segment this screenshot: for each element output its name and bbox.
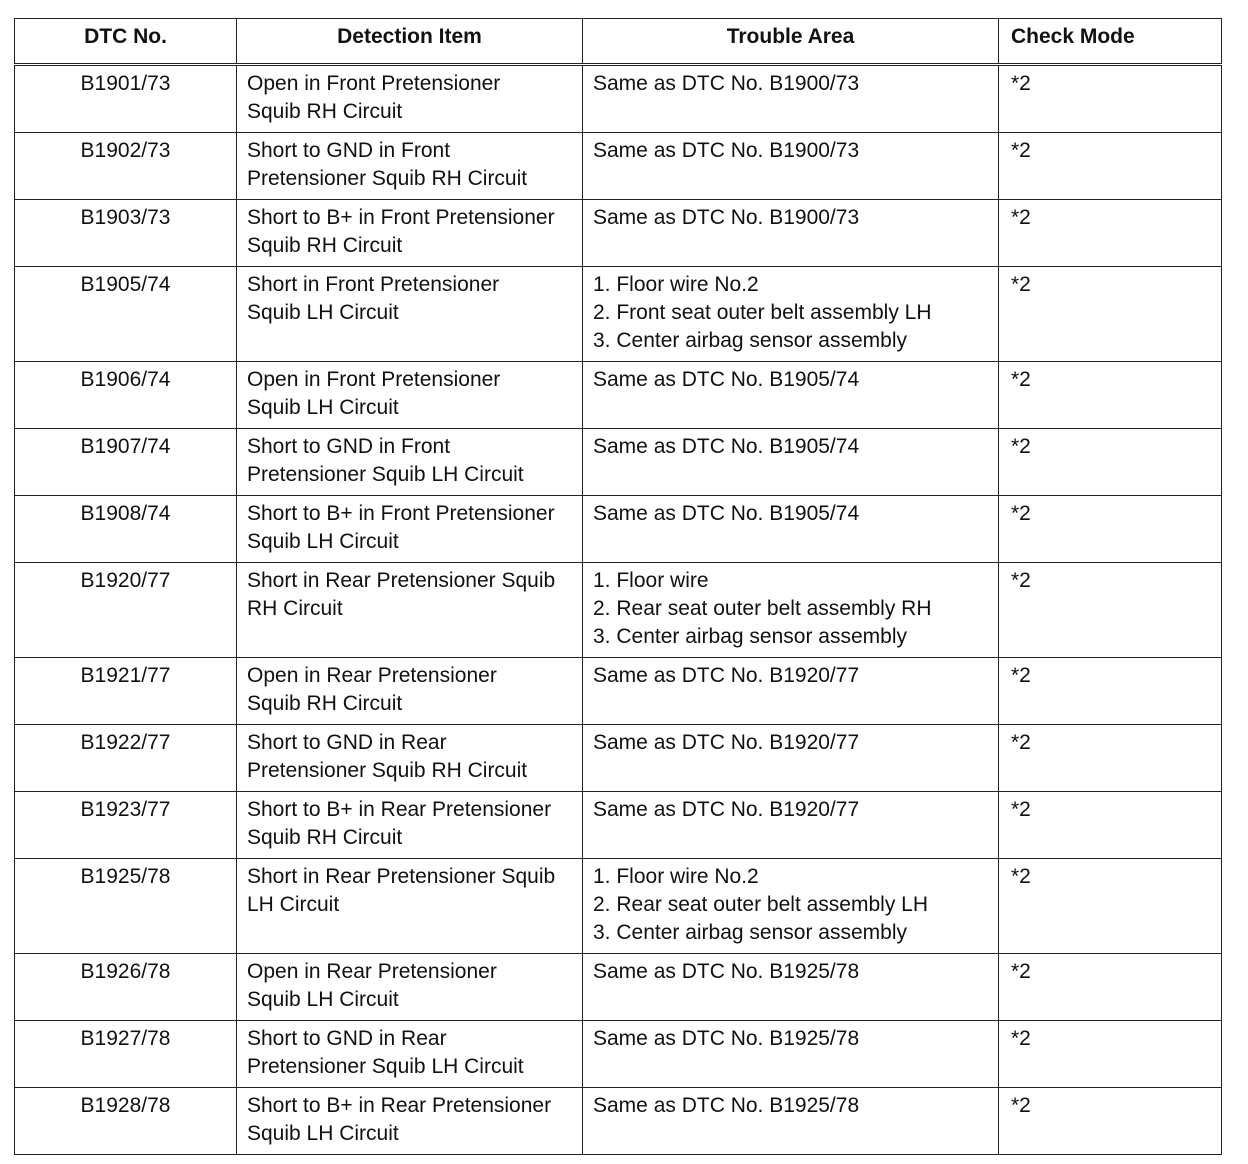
check-mode-cell: *2 <box>999 362 1222 429</box>
detection-item-line: Squib LH Circuit <box>247 396 399 419</box>
trouble-area-line: Same as DTC No. B1900/73 <box>593 72 860 95</box>
trouble-area-line: 1. Floor wire No.2 <box>593 865 759 888</box>
table-row <box>15 792 1222 859</box>
dtc-code-cell: B1928/78 <box>15 1088 237 1155</box>
detection-item-cell <box>237 792 583 859</box>
check-mode-cell: *2 <box>999 563 1222 658</box>
dtc-code-cell: B1906/74 <box>15 362 237 429</box>
header-detection-item: Detection Item <box>237 19 583 65</box>
trouble-area-cell <box>583 133 999 200</box>
detection-item-line: Squib LH Circuit <box>247 1122 399 1145</box>
dtc-code-cell: B1902/73 <box>15 133 237 200</box>
table-header <box>15 19 1222 65</box>
trouble-area-line: Same as DTC No. B1905/74 <box>593 435 860 458</box>
trouble-area-cell <box>583 429 999 496</box>
trouble-area-cell <box>583 496 999 563</box>
trouble-area-cell <box>583 792 999 859</box>
detection-item-cell <box>237 563 583 658</box>
detection-item-line: Squib LH Circuit <box>247 988 399 1011</box>
detection-item-line: Squib LH Circuit <box>247 530 399 553</box>
table-row <box>15 362 1222 429</box>
header-dtc-no: DTC No. <box>15 19 237 65</box>
trouble-area-line: 3. Center airbag sensor assembly <box>593 921 907 944</box>
dtc-code-cell: B1926/78 <box>15 954 237 1021</box>
detection-item-cell <box>237 429 583 496</box>
table-row <box>15 65 1222 133</box>
check-mode-cell: *2 <box>999 658 1222 725</box>
table-row <box>15 658 1222 725</box>
detection-item-line: Squib RH Circuit <box>247 100 403 123</box>
check-mode-cell: *2 <box>999 65 1222 133</box>
trouble-area-line: Same as DTC No. B1905/74 <box>593 502 860 525</box>
detection-item-cell <box>237 859 583 954</box>
trouble-area-line: 3. Center airbag sensor assembly <box>593 625 907 648</box>
trouble-area-cell <box>583 362 999 429</box>
dtc-code-cell: B1903/73 <box>15 200 237 267</box>
trouble-area-cell <box>583 563 999 658</box>
detection-item-line: Short in Front Pretensioner <box>247 273 500 296</box>
trouble-area-cell <box>583 267 999 362</box>
table-body <box>15 65 1222 1155</box>
detection-item-line: LH Circuit <box>247 893 340 916</box>
detection-item-cell <box>237 65 583 133</box>
detection-item-cell <box>237 133 583 200</box>
detection-item-line: Squib RH Circuit <box>247 692 403 715</box>
detection-item-line: Short to GND in Rear <box>247 731 447 754</box>
detection-item-cell <box>237 1088 583 1155</box>
trouble-area-cell <box>583 725 999 792</box>
check-mode-cell: *2 <box>999 429 1222 496</box>
trouble-area-line: Same as DTC No. B1920/77 <box>593 731 860 754</box>
check-mode-cell: *2 <box>999 859 1222 954</box>
detection-item-line: Open in Front Pretensioner <box>247 72 501 95</box>
detection-item-line: Pretensioner Squib LH Circuit <box>247 1055 524 1078</box>
detection-item-line: Squib RH Circuit <box>247 234 403 257</box>
check-mode-cell: *2 <box>999 267 1222 362</box>
dtc-table <box>14 18 1222 1155</box>
dtc-code-cell: B1901/73 <box>15 65 237 133</box>
detection-item-line: Short to GND in Front <box>247 139 451 162</box>
dtc-code-cell: B1908/74 <box>15 496 237 563</box>
trouble-area-line: 2. Front seat outer belt assembly LH <box>593 301 932 324</box>
check-mode-cell: *2 <box>999 725 1222 792</box>
detection-item-cell <box>237 725 583 792</box>
header-row <box>15 19 1222 65</box>
detection-item-cell <box>237 267 583 362</box>
table-row <box>15 725 1222 792</box>
trouble-area-line: Same as DTC No. B1920/77 <box>593 798 860 821</box>
check-mode-cell: *2 <box>999 792 1222 859</box>
detection-item-line: Short in Rear Pretensioner Squib <box>247 569 556 592</box>
detection-item-line: RH Circuit <box>247 597 343 620</box>
check-mode-cell: *2 <box>999 954 1222 1021</box>
table-row <box>15 859 1222 954</box>
trouble-area-line: Same as DTC No. B1920/77 <box>593 664 860 687</box>
dtc-code-cell: B1922/77 <box>15 725 237 792</box>
dtc-code-cell: B1925/78 <box>15 859 237 954</box>
detection-item-line: Short to B+ in Rear Pretensioner <box>247 798 552 821</box>
table-row <box>15 496 1222 563</box>
trouble-area-cell <box>583 954 999 1021</box>
dtc-code-cell: B1927/78 <box>15 1021 237 1088</box>
detection-item-line: Squib RH Circuit <box>247 826 403 849</box>
detection-item-cell <box>237 362 583 429</box>
trouble-area-line: Same as DTC No. B1925/78 <box>593 1027 860 1050</box>
detection-item-cell <box>237 658 583 725</box>
trouble-area-cell <box>583 658 999 725</box>
header-check-mode: Check Mode <box>999 19 1222 65</box>
check-mode-cell: *2 <box>999 1021 1222 1088</box>
detection-item-line: Short to B+ in Front Pretensioner <box>247 206 555 229</box>
check-mode-cell: *2 <box>999 496 1222 563</box>
detection-item-line: Short in Rear Pretensioner Squib <box>247 865 556 888</box>
detection-item-cell <box>237 200 583 267</box>
trouble-area-cell <box>583 1088 999 1155</box>
detection-item-line: Squib LH Circuit <box>247 301 399 324</box>
trouble-area-line: Same as DTC No. B1900/73 <box>593 139 860 162</box>
trouble-area-line: 2. Rear seat outer belt assembly RH <box>593 597 932 620</box>
detection-item-line: Pretensioner Squib LH Circuit <box>247 463 524 486</box>
check-mode-cell: *2 <box>999 133 1222 200</box>
detection-item-line: Short to GND in Front <box>247 435 451 458</box>
detection-item-line: Short to B+ in Rear Pretensioner <box>247 1094 552 1117</box>
trouble-area-line: Same as DTC No. B1905/74 <box>593 368 860 391</box>
dtc-code-cell: B1921/77 <box>15 658 237 725</box>
trouble-area-line: 1. Floor wire No.2 <box>593 273 759 296</box>
table-row <box>15 1088 1222 1155</box>
detection-item-cell <box>237 496 583 563</box>
check-mode-cell: *2 <box>999 1088 1222 1155</box>
trouble-area-line: Same as DTC No. B1900/73 <box>593 206 860 229</box>
trouble-area-line: Same as DTC No. B1925/78 <box>593 1094 860 1117</box>
trouble-area-line: 3. Center airbag sensor assembly <box>593 329 907 352</box>
table-row <box>15 267 1222 362</box>
detection-item-cell <box>237 954 583 1021</box>
detection-item-line: Short to B+ in Front Pretensioner <box>247 502 555 525</box>
trouble-area-line: 2. Rear seat outer belt assembly LH <box>593 893 928 916</box>
detection-item-line: Pretensioner Squib RH Circuit <box>247 167 528 190</box>
table-row <box>15 200 1222 267</box>
dtc-code-cell: B1923/77 <box>15 792 237 859</box>
table-row <box>15 1021 1222 1088</box>
trouble-area-cell <box>583 1021 999 1088</box>
trouble-area-cell <box>583 65 999 133</box>
dtc-code-cell: B1905/74 <box>15 267 237 362</box>
trouble-area-line: Same as DTC No. B1925/78 <box>593 960 860 983</box>
trouble-area-cell <box>583 200 999 267</box>
table-row <box>15 954 1222 1021</box>
detection-item-line: Open in Front Pretensioner <box>247 368 501 391</box>
detection-item-line: Pretensioner Squib RH Circuit <box>247 759 528 782</box>
table-row <box>15 563 1222 658</box>
detection-item-line: Open in Rear Pretensioner <box>247 664 497 687</box>
detection-item-cell <box>237 1021 583 1088</box>
check-mode-cell: *2 <box>999 200 1222 267</box>
trouble-area-line: 1. Floor wire <box>593 569 709 592</box>
table-row <box>15 429 1222 496</box>
table-row <box>15 133 1222 200</box>
trouble-area-cell <box>583 859 999 954</box>
dtc-code-cell: B1907/74 <box>15 429 237 496</box>
detection-item-line: Open in Rear Pretensioner <box>247 960 497 983</box>
header-trouble-area: Trouble Area <box>583 19 999 65</box>
detection-item-line: Short to GND in Rear <box>247 1027 447 1050</box>
dtc-code-cell: B1920/77 <box>15 563 237 658</box>
